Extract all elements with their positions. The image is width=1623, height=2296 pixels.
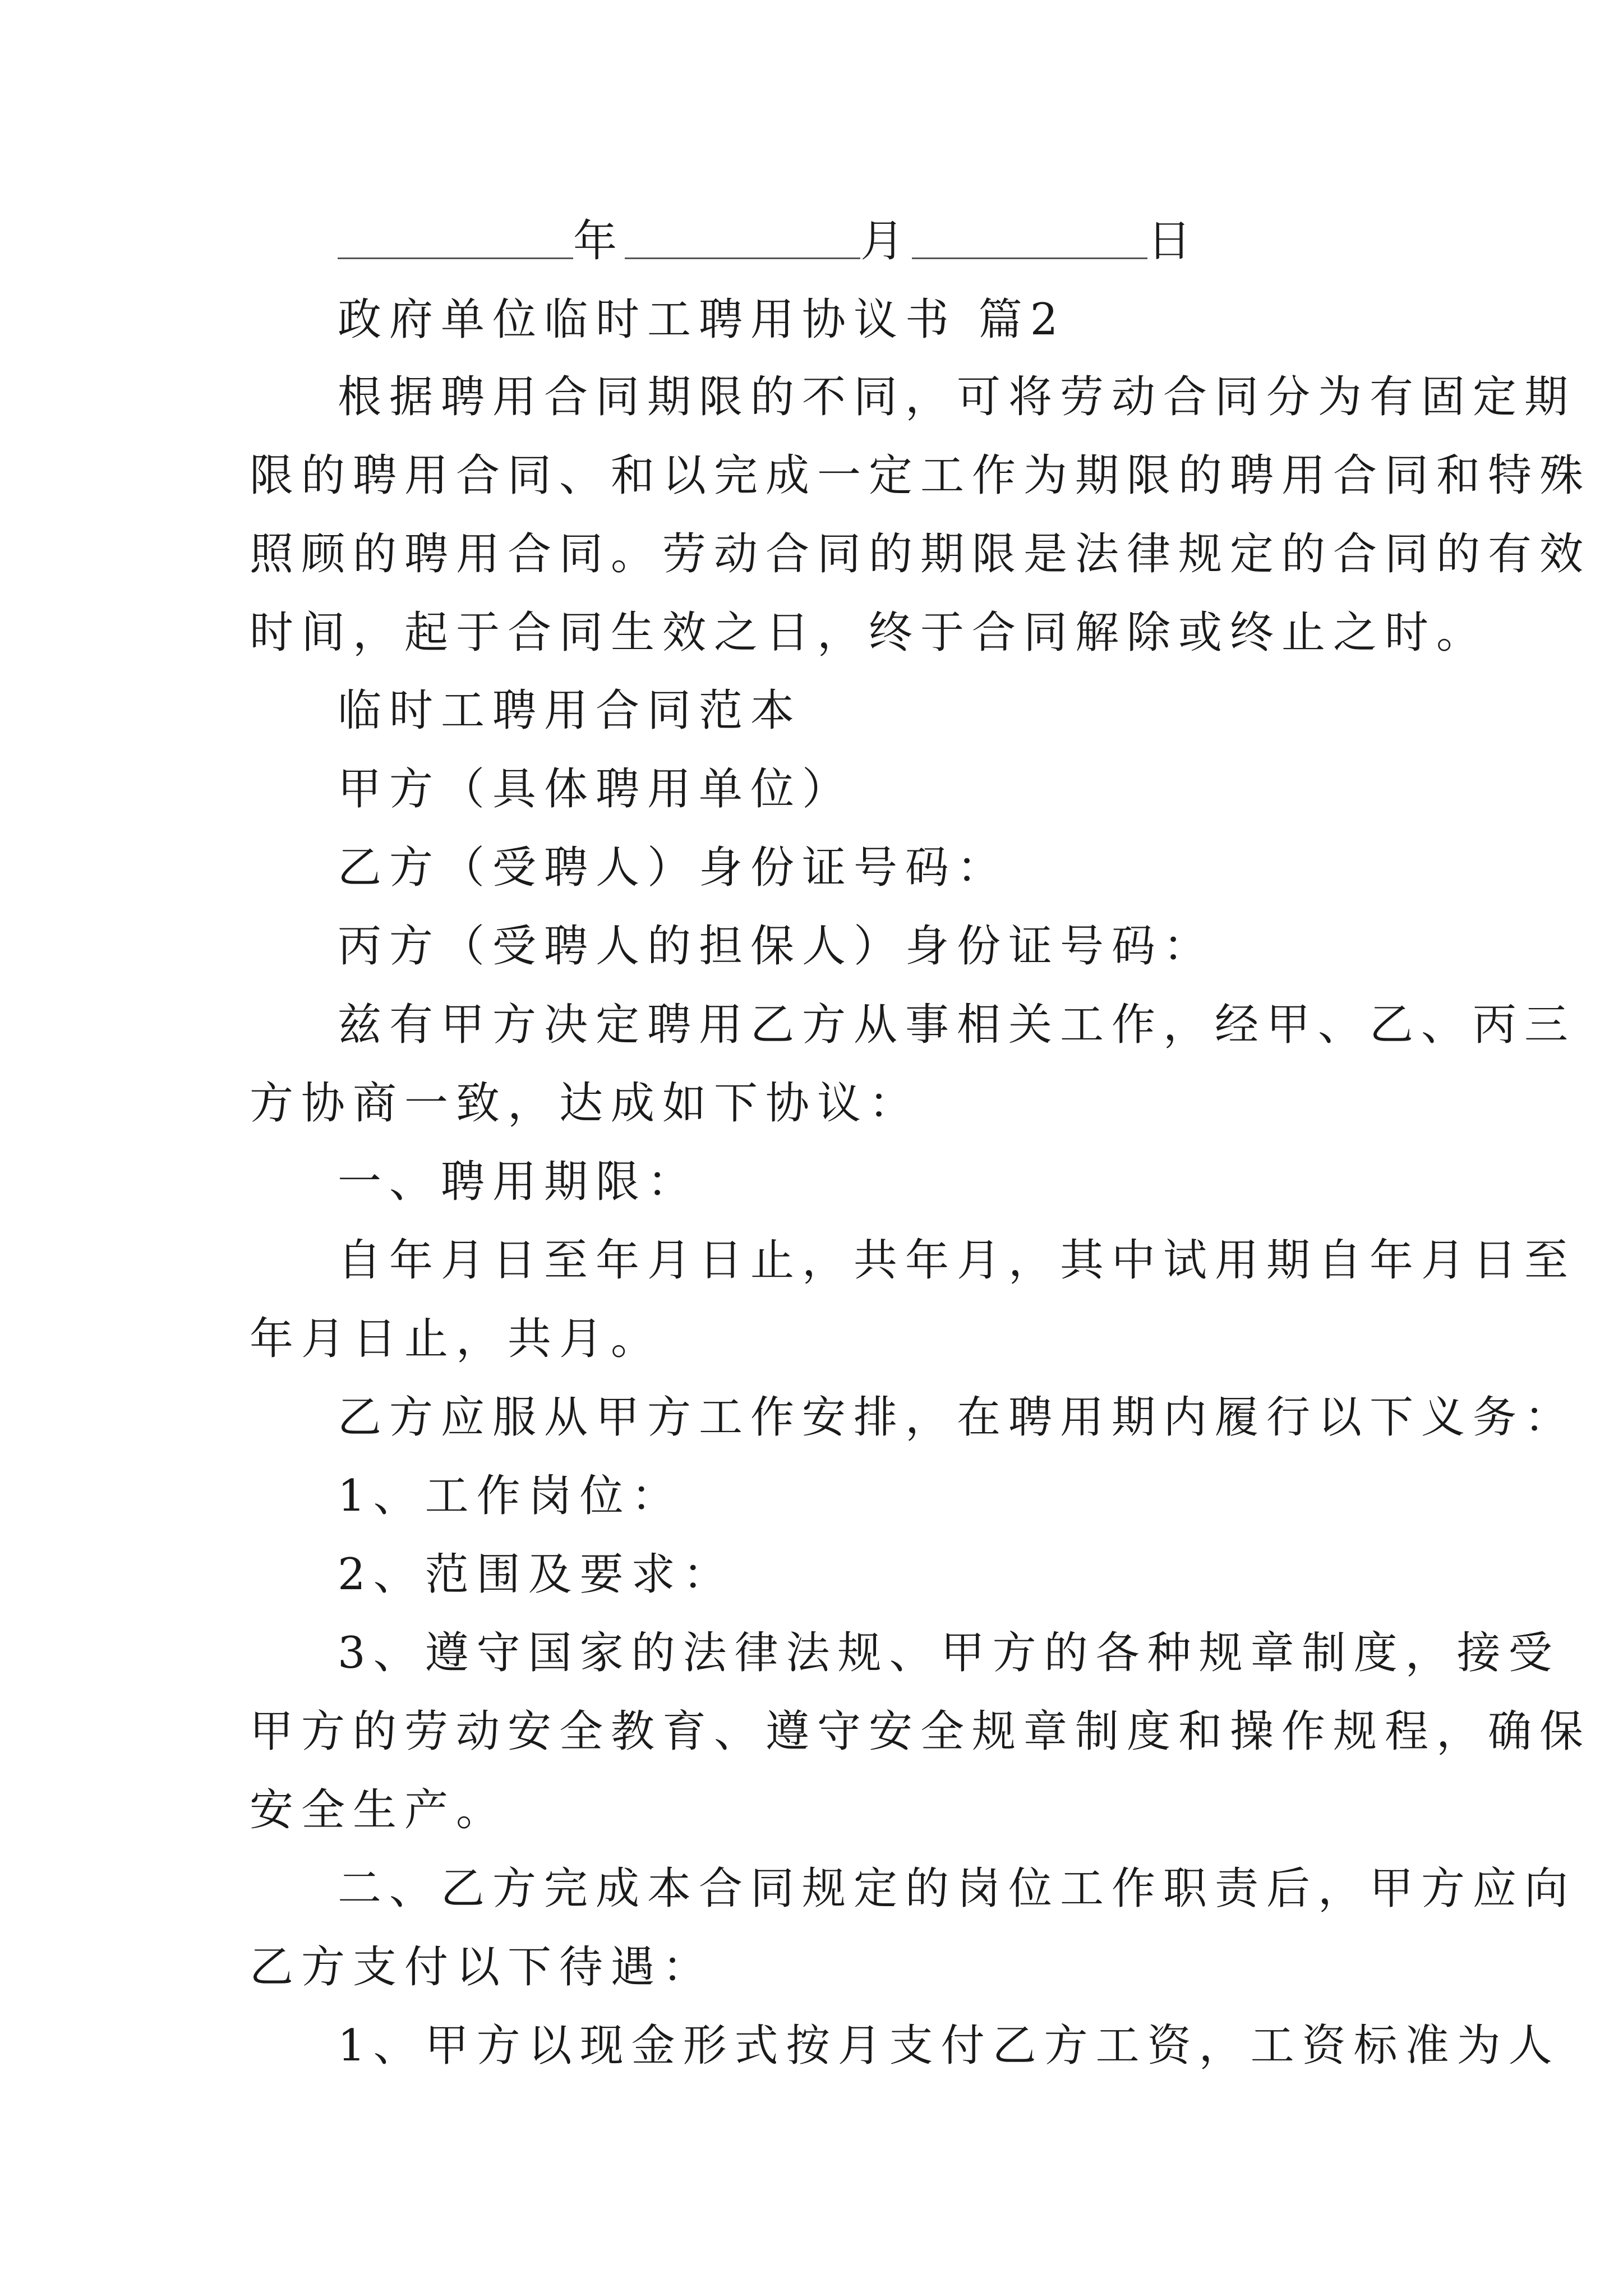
- paragraph-line: 年月日止，共月。: [250, 1314, 663, 1364]
- party-a-line: 甲方（具体聘用单位）: [338, 764, 854, 815]
- paragraph-line: 根据聘用合同期限的不同，可将劳动合同分为有固定期: [338, 372, 1576, 422]
- clause-heading: 二、乙方完成本合同规定的岗位工作职责后，甲方应向: [338, 1864, 1576, 1914]
- day-blank[interactable]: [912, 218, 1147, 259]
- day-label: 日: [1147, 216, 1200, 266]
- paragraph-line: 方协商一致，达成如下协议：: [250, 1078, 921, 1129]
- paragraph-line: 照顾的聘用合同。劳动合同的期限是法律规定的合同的有效: [250, 529, 1592, 579]
- list-item: 2、范围及要求：: [338, 1549, 735, 1600]
- document-title: 政府单位临时工聘用协议书 篇2: [338, 295, 1066, 345]
- paragraph-line: 甲方的劳动安全教育、遵守安全规章制度和操作规程，确保: [250, 1706, 1592, 1757]
- paragraph-line: 时间，起于合同生效之日，终于合同解除或终止之时。: [250, 608, 1488, 658]
- year-label: 年: [573, 216, 625, 266]
- month-blank[interactable]: [625, 218, 860, 259]
- party-b-line: 乙方（受聘人）身份证号码：: [338, 843, 1009, 893]
- paragraph-line: 自年月日至年月日止，共年月，其中试用期自年月日至: [338, 1235, 1576, 1286]
- party-c-line: 丙方（受聘人的担保人）身份证号码：: [338, 921, 1215, 972]
- list-item: 3、遵守国家的法律法规、甲方的各种规章制度，接受: [338, 1628, 1560, 1678]
- section-heading: 临时工聘用合同范本: [338, 685, 803, 736]
- paragraph-line: 乙方应服从甲方工作安排，在聘用期内履行以下义务：: [338, 1392, 1576, 1443]
- year-blank[interactable]: [338, 218, 573, 259]
- paragraph-line: 兹有甲方决定聘用乙方从事相关工作，经甲、乙、丙三: [338, 1000, 1576, 1050]
- list-item: 1、甲方以现金形式按月支付乙方工资，工资标准为人: [338, 2021, 1560, 2071]
- clause-heading: 一、聘用期限：: [338, 1157, 699, 1207]
- paragraph-line: 乙方支付以下待遇：: [250, 1942, 714, 1993]
- date-line: [0, 213, 1623, 269]
- list-item: 1、工作岗位：: [338, 1471, 683, 1521]
- month-label: 月: [860, 216, 912, 266]
- paragraph-line: 限的聘用合同、和以完成一定工作为期限的聘用合同和特殊: [250, 450, 1592, 501]
- paragraph-line: 安全生产。: [250, 1785, 508, 1835]
